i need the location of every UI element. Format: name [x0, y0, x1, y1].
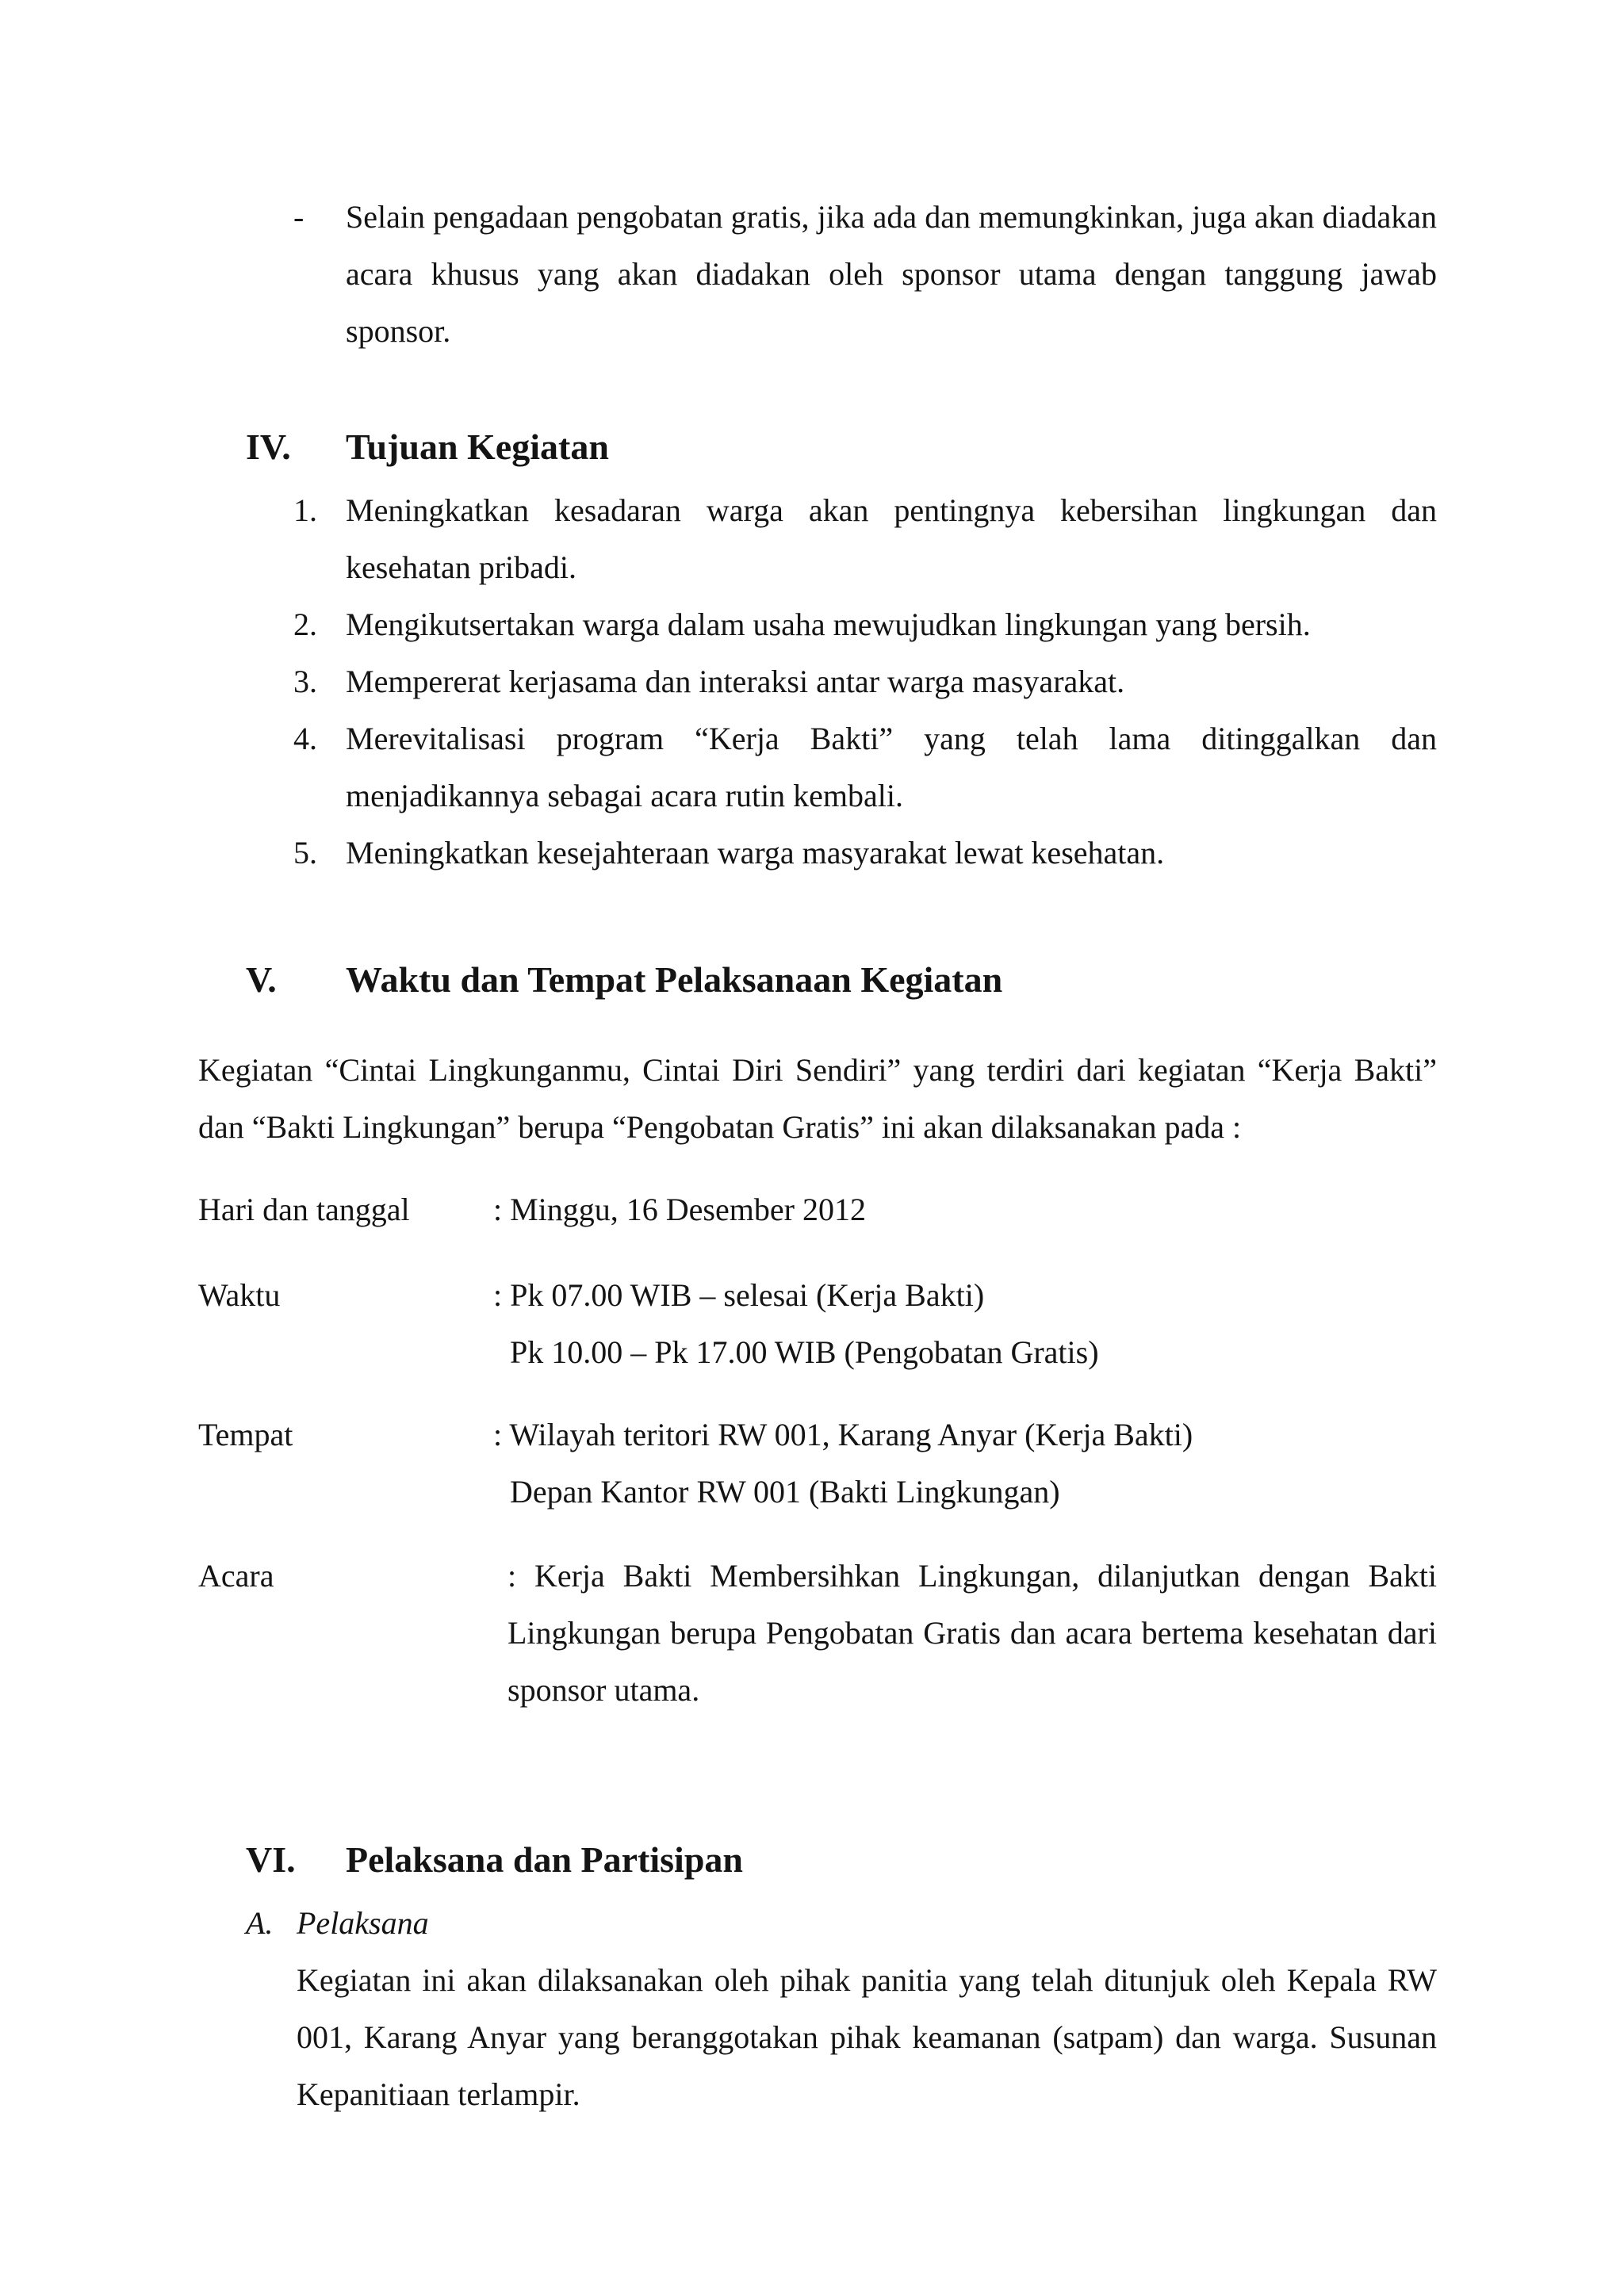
bullet-paragraph: Selain pengadaan pengobatan gratis, jika ada dan memungkinkan, juga akan diadakan acara khusus yang akan diadakan oleh sponsor utama dengan tanggung jawab sponsor. — [346, 199, 1437, 349]
list-item-marker: 5. — [293, 835, 317, 871]
schedule-intro: Kegiatan “Cintai Lingkunganmu, Cintai Diri Sendiri” yang terdiri dari kegiatan “Kerja Bakti” dan “Bakti Lingkungan” berupa “Pengobatan Gratis” ini akan dilaksanakan pada : — [198, 1052, 1437, 1145]
list-item: Merevitalisasi program “Kerja Bakti” yang telah lama ditinggalkan dan menjadikannya sebagai acara rutin kembali. — [346, 721, 1437, 813]
list-item: Mengikutsertakan warga dalam usaha mewujudkan lingkungan yang bersih. — [346, 607, 1311, 642]
place-value-second: Depan Kantor RW 001 (Bakti Lingkungan) — [510, 1474, 1060, 1510]
time-label: Waktu — [198, 1277, 281, 1313]
section-vi-title: Pelaksana dan Partisipan — [346, 1839, 743, 1880]
list-item-marker: 4. — [293, 721, 317, 756]
list-item-marker: 2. — [293, 607, 317, 642]
list-item-marker: 1. — [293, 492, 317, 528]
place-label: Tempat — [198, 1417, 293, 1452]
section-v-title: Waktu dan Tempat Pelaksanaan Kegiatan — [346, 959, 1003, 1000]
bullet-marker: - — [293, 199, 304, 235]
list-item: Meningkatkan kesadaran warga akan pentingnya kebersihan lingkungan dan kesehatan pribadi. — [346, 492, 1437, 585]
subsection-a-marker: A. — [246, 1905, 274, 1941]
day-date-value: : Minggu, 16 Desember 2012 — [493, 1192, 866, 1227]
section-iv-number: IV. — [246, 427, 291, 467]
event-label: Acara — [198, 1558, 274, 1594]
section-vi-number: VI. — [246, 1839, 296, 1880]
list-item-marker: 3. — [293, 664, 317, 699]
section-iv-title: Tujuan Kegiatan — [346, 427, 609, 467]
subsection-a-title: Pelaksana — [297, 1905, 429, 1941]
time-value: : Pk 07.00 WIB – selesai (Kerja Bakti) — [493, 1277, 985, 1313]
time-value-second: Pk 10.00 – Pk 17.00 WIB (Pengobatan Gratis) — [510, 1334, 1099, 1370]
day-date-label: Hari dan tanggal — [198, 1192, 410, 1227]
section-v-number: V. — [246, 959, 277, 1000]
event-value: : Kerja Bakti Membersihkan Lingkungan, dilanjutkan dengan Bakti Lingkungan berupa Pengobatan Gratis dan acara bertema kesehatan dari sponsor utama. — [508, 1558, 1437, 1708]
subsection-a-paragraph: Kegiatan ini akan dilaksanakan oleh pihak panitia yang telah ditunjuk oleh Kepala RW 001, Karang Anyar yang beranggotakan pihak keamanan (satpam) dan warga. Susunan Kepanitiaan terlampir. — [297, 1962, 1437, 2112]
list-item: Meningkatkan kesejahteraan warga masyarakat lewat kesehatan. — [346, 835, 1165, 871]
place-value: : Wilayah teritori RW 001, Karang Anyar (Kerja Bakti) — [493, 1417, 1193, 1452]
list-item: Mempererat kerjasama dan interaksi antar warga masyarakat. — [346, 664, 1125, 699]
